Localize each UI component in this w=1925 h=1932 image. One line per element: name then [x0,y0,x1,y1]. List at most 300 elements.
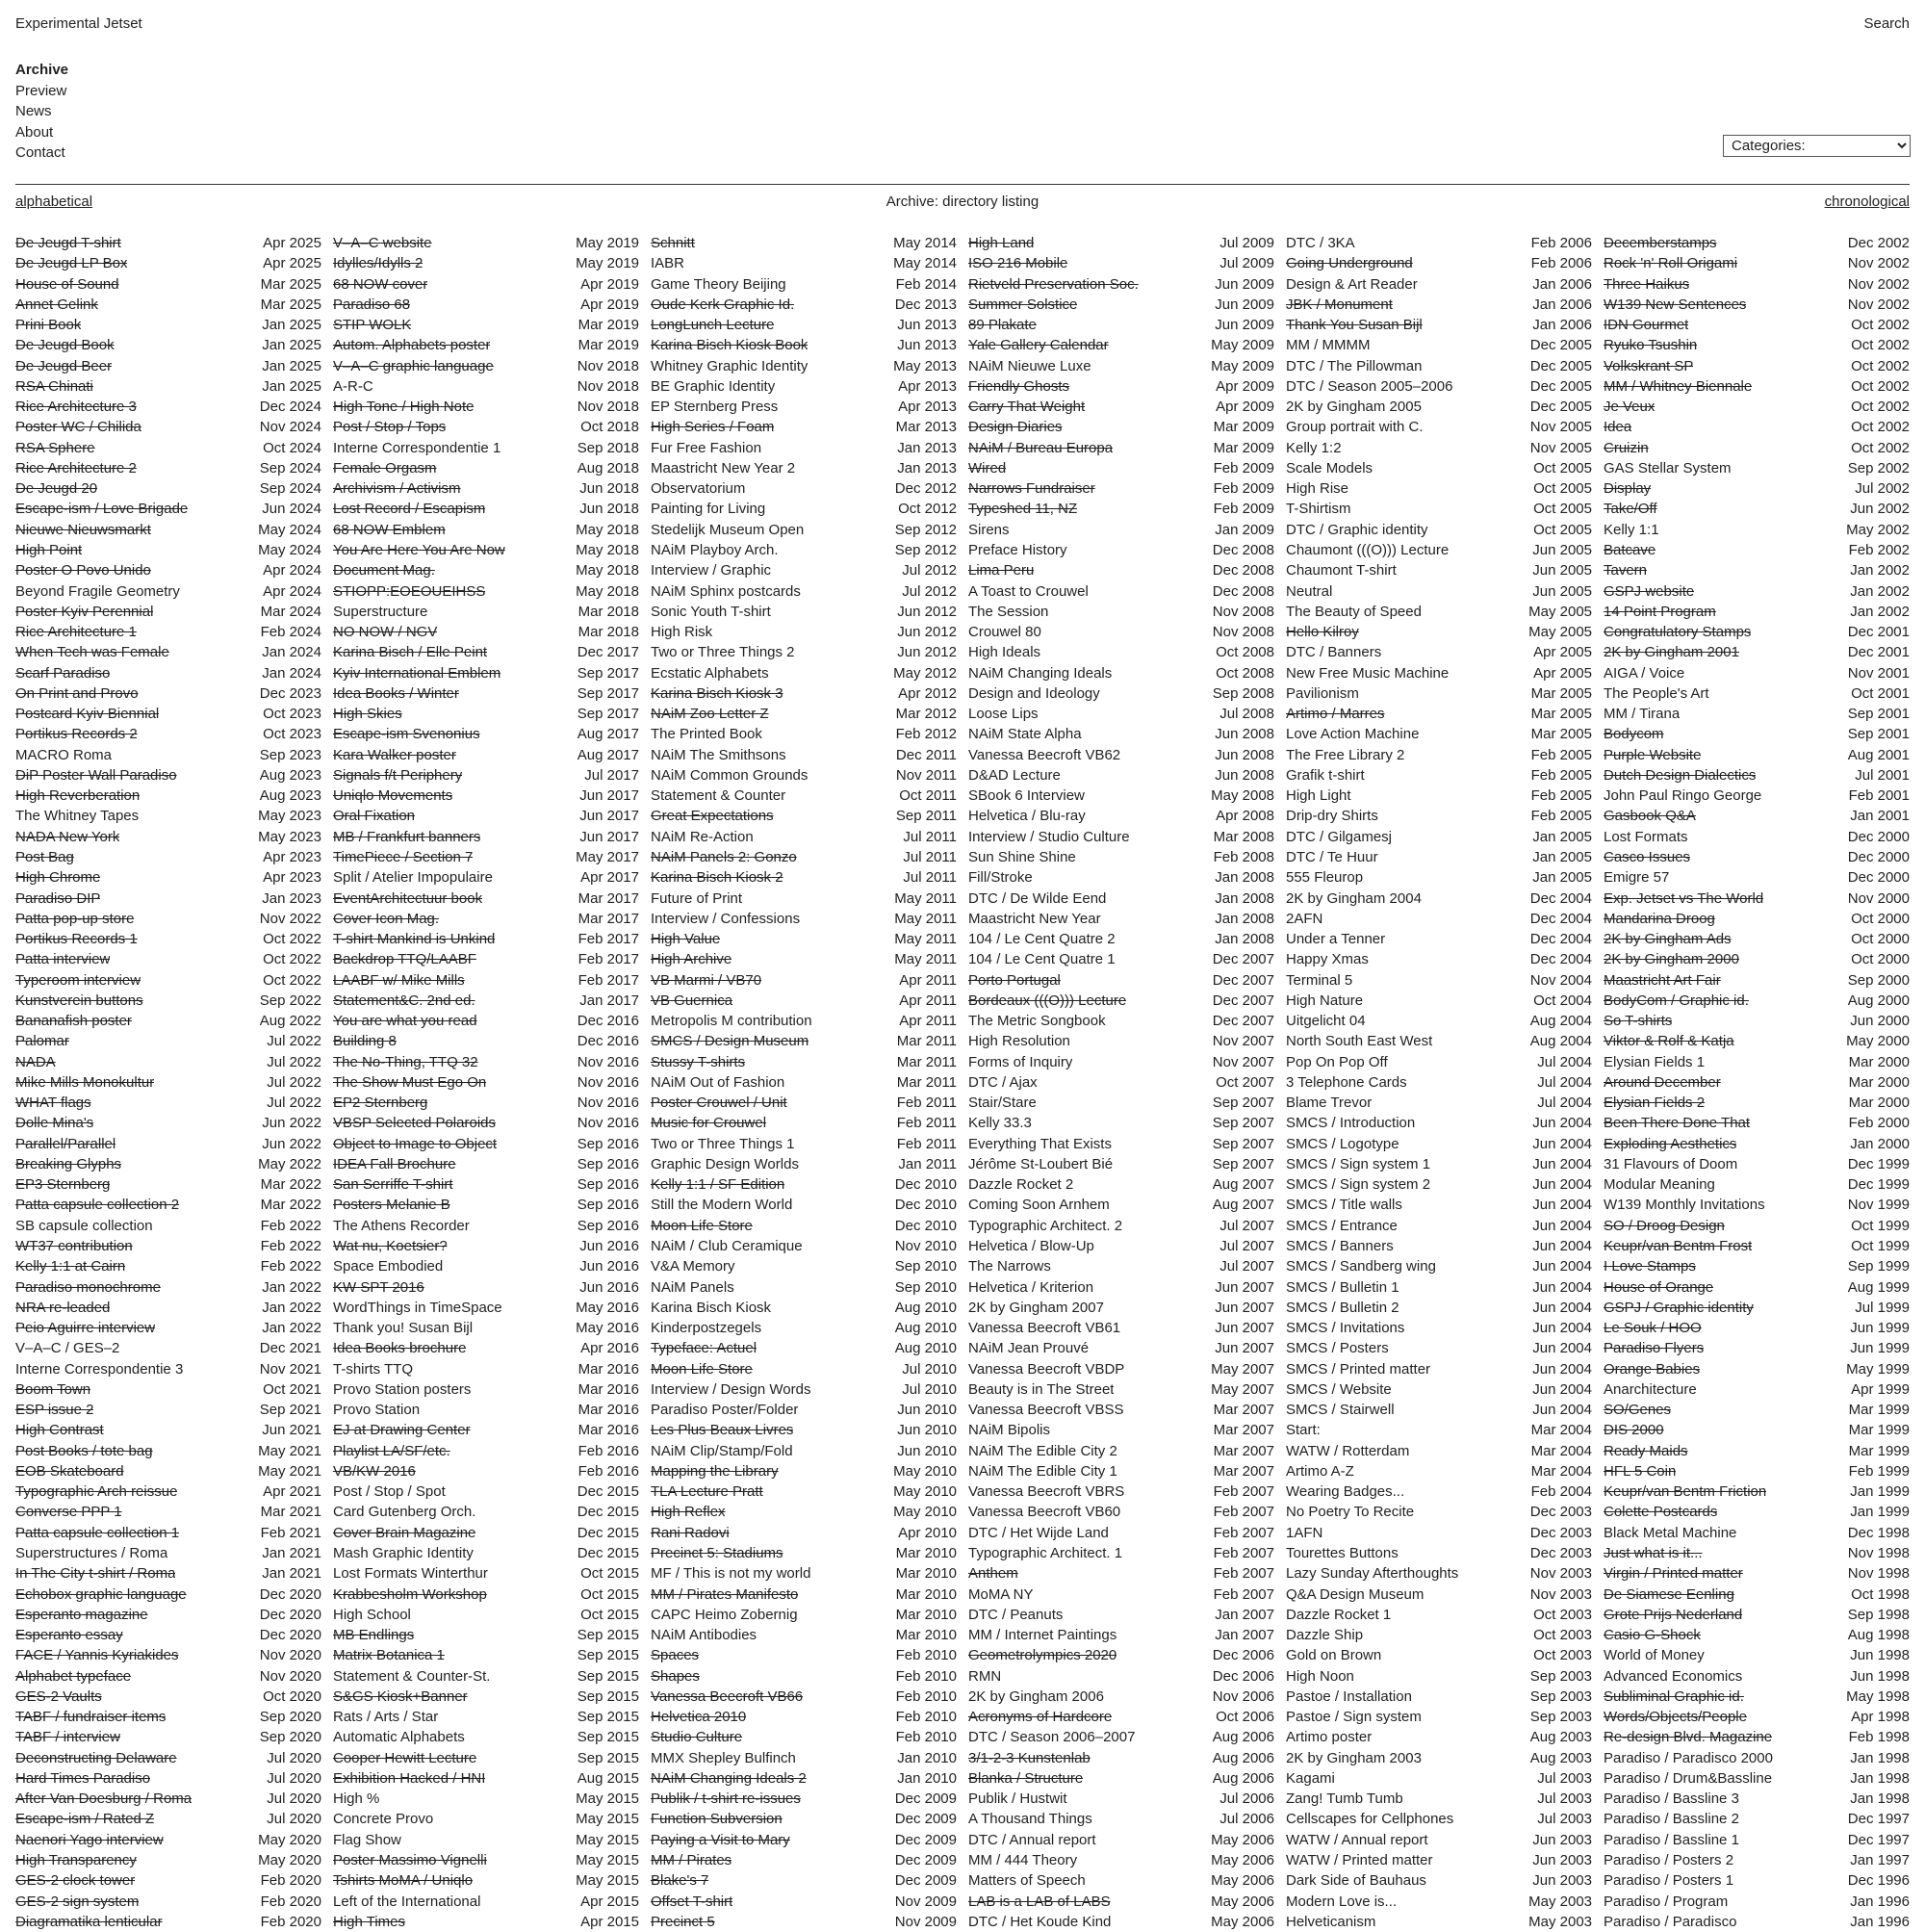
archive-entry-title[interactable]: GES-2 Vaults [15,1687,102,1705]
archive-entry[interactable] [333,867,639,888]
archive-entry-title[interactable]: Sirens [968,521,1010,538]
archive-entry-title[interactable]: DIS 2000 [1604,1422,1664,1439]
archive-entry-title[interactable]: Provo Station posters [333,1380,472,1398]
archive-entry-title[interactable]: Statement & Counter [651,787,786,805]
archive-entry[interactable] [15,1298,321,1318]
archive-entry-title[interactable]: Oude Kerk Graphic Id. [651,296,795,313]
archive-entry-title[interactable]: Music for Crouwel [651,1115,767,1132]
archive-entry[interactable] [651,1870,957,1891]
archive-entry[interactable] [333,315,639,335]
archive-entry-title[interactable]: Lima Peru [968,562,1035,580]
archive-entry-title[interactable]: SB capsule collection [15,1217,153,1234]
archive-entry[interactable] [15,1645,321,1665]
archive-entry[interactable] [333,786,639,806]
archive-entry-title[interactable]: Artimo poster [1286,1729,1373,1746]
archive-entry[interactable] [333,1481,639,1502]
archive-entry[interactable] [968,1113,1274,1133]
nav-item-archive[interactable]: Archive [15,62,69,78]
archive-entry[interactable] [333,1625,639,1645]
archive-entry-title[interactable]: Interne Correspondentie 3 [15,1360,184,1378]
archive-entry-title[interactable]: GES-2 clock tower [15,1872,136,1890]
archive-entry[interactable] [968,1174,1274,1195]
archive-entry[interactable] [333,806,639,826]
archive-entry[interactable] [15,376,321,397]
archive-entry-title[interactable]: Oral Fixation [333,808,416,825]
archive-entry-title[interactable]: NAiM Panels 2: Gonzo [651,848,797,865]
archive-entry-title[interactable]: Carry That Weight [968,399,1086,416]
archive-entry-title[interactable]: Casio G-Shock [1604,1627,1701,1644]
archive-entry[interactable] [651,1011,957,1031]
archive-entry[interactable] [968,1379,1274,1400]
archive-entry[interactable] [1286,1707,1592,1727]
archive-entry[interactable] [15,806,321,826]
archive-entry[interactable] [1286,1093,1592,1113]
archive-entry[interactable] [15,1912,321,1932]
archive-entry-title[interactable]: Group portrait with C. [1286,419,1424,436]
archive-entry[interactable] [1604,1154,1910,1174]
archive-entry[interactable] [968,1502,1274,1522]
archive-entry-title[interactable]: Patta pop-up store [15,910,135,927]
archive-entry[interactable] [1286,315,1592,335]
archive-entry-title[interactable]: Mapping the Library [651,1462,779,1480]
archive-entry-title[interactable]: 2K by Gingham 2005 [1286,399,1422,416]
archive-entry[interactable] [1286,909,1592,929]
archive-entry-title[interactable]: Paradiso / Bassline 2 [1604,1811,1739,1828]
archive-entry[interactable] [968,602,1274,622]
archive-entry-title[interactable]: Karina Bisch Kiosk 3 [651,684,783,702]
archive-entry-title[interactable]: Karina Bisch Kiosk Book [651,337,808,354]
archive-entry[interactable] [1604,786,1910,806]
archive-entry-title[interactable]: Thank you! Susan Bijl [333,1320,474,1337]
archive-entry-title[interactable]: Typographic Arch reissue [15,1483,178,1501]
archive-entry-title[interactable]: Terminal 5 [1286,971,1353,989]
archive-entry[interactable] [651,478,957,499]
archive-entry-title[interactable]: Peio Aguirre interview [15,1320,156,1337]
archive-entry[interactable] [333,560,639,580]
archive-entry[interactable] [651,765,957,786]
archive-entry-title[interactable]: Portikus Records 1 [15,931,138,948]
archive-entry[interactable] [1604,335,1910,355]
archive-entry[interactable] [651,560,957,580]
archive-entry[interactable] [333,765,639,786]
archive-entry-title[interactable]: Happy Xmas [1286,951,1369,968]
archive-entry-title[interactable]: Dazzle Rocket 2 [968,1176,1074,1194]
archive-entry-title[interactable]: HFL 5 Coin [1604,1462,1677,1480]
archive-entry[interactable] [1604,1666,1910,1687]
archive-entry[interactable] [651,949,957,969]
archive-entry[interactable] [15,458,321,478]
archive-entry-title[interactable]: Re-design Blvd. Magazine [1604,1729,1773,1746]
archive-entry[interactable] [1604,1830,1910,1850]
archive-entry[interactable] [15,1338,321,1358]
archive-entry-title[interactable]: Function Subversion [651,1811,783,1828]
archive-entry[interactable] [333,335,639,355]
archive-entry-title[interactable]: Exhibition Hacked / HNI [333,1769,486,1787]
sort-alphabetical-link[interactable]: alphabetical [15,193,93,210]
archive-entry-title[interactable]: DTC / Season 2006–2007 [968,1729,1136,1746]
archive-entry[interactable] [15,1850,321,1870]
archive-entry[interactable] [968,929,1274,949]
archive-entry[interactable] [1604,1216,1910,1236]
archive-entry[interactable] [333,1236,639,1256]
archive-entry[interactable] [1604,827,1910,847]
archive-entry[interactable] [333,1441,639,1461]
archive-entry-title[interactable]: SMCS / Sandberg wing [1286,1258,1436,1275]
archive-entry-title[interactable]: BE Graphic Identity [651,377,776,395]
archive-entry[interactable] [1286,560,1592,580]
archive-entry[interactable] [968,827,1274,847]
archive-entry-title[interactable]: De Jeugd 20 [15,480,98,498]
archive-entry-title[interactable]: Maastricht New Year [968,910,1101,927]
archive-entry[interactable] [15,827,321,847]
archive-entry-title[interactable]: 555 Fleurop [1286,869,1364,887]
archive-entry-title[interactable]: Esperanto essay [15,1627,123,1644]
archive-entry[interactable] [651,1523,957,1543]
archive-entry[interactable] [1604,1563,1910,1584]
archive-entry-title[interactable]: SBook 6 Interview [968,787,1085,805]
archive-entry[interactable] [333,642,639,662]
archive-entry[interactable] [1286,417,1592,437]
archive-entry[interactable] [1604,1359,1910,1379]
archive-entry[interactable] [968,520,1274,540]
archive-entry-title[interactable]: Blanka / Structure [968,1769,1084,1787]
archive-entry[interactable] [1604,540,1910,560]
archive-entry-title[interactable]: NAiM Changing Ideals [968,664,1113,682]
archive-entry-title[interactable]: DTC / Ajax [968,1073,1038,1091]
archive-entry-title[interactable]: Sonic Youth T-shirt [651,603,771,620]
archive-entry-title[interactable]: Helvetica 2010 [651,1709,747,1726]
archive-entry[interactable] [333,1584,639,1605]
archive-entry-title[interactable]: Dutch Design Dialectics [1604,766,1757,784]
archive-entry-title[interactable]: STIOPP:EOEOUEIHSS [333,582,486,600]
archive-entry[interactable] [15,1093,321,1113]
archive-entry[interactable] [1604,295,1910,315]
archive-entry[interactable] [15,1707,321,1727]
archive-entry-title[interactable]: Matters of Speech [968,1872,1086,1890]
archive-entry[interactable] [1286,1174,1592,1195]
archive-entry[interactable] [1604,1748,1910,1768]
archive-entry[interactable] [333,1645,639,1665]
archive-entry[interactable] [15,295,321,315]
archive-entry-title[interactable]: Helvetica / Kriterion [968,1278,1094,1296]
archive-entry-title[interactable]: High School [333,1606,411,1623]
archive-entry[interactable] [15,704,321,724]
archive-entry[interactable] [333,1870,639,1891]
archive-entry[interactable] [1604,1420,1910,1440]
archive-entry-title[interactable]: Poster Kyiv Perennial [15,603,154,620]
archive-entry[interactable] [333,581,639,602]
archive-entry[interactable] [968,1277,1274,1298]
archive-entry-title[interactable]: Still the Modern World [651,1197,793,1214]
archive-entry-title[interactable]: The Narrows [968,1258,1051,1275]
archive-entry[interactable] [1604,991,1910,1011]
archive-entry-title[interactable]: Typeroom interview [15,971,141,989]
archive-entry[interactable] [1604,1892,1910,1912]
archive-entry[interactable] [651,622,957,642]
archive-entry-title[interactable]: NADA New York [15,828,120,845]
archive-entry[interactable] [15,417,321,437]
archive-entry-title[interactable]: 2K by Gingham 2004 [1286,889,1422,907]
archive-entry-title[interactable]: In The City t-shirt / Roma [15,1565,176,1583]
archive-entry-title[interactable]: A Toast to Crouwel [968,582,1089,600]
archive-entry-title[interactable]: Backdrop TTQ/LAABF [333,951,476,968]
archive-entry-title[interactable]: High Transparency [15,1851,137,1868]
archive-entry-title[interactable]: NAiM Clip/Stamp/Fold [651,1442,793,1459]
archive-entry[interactable] [1286,1892,1592,1912]
archive-entry-title[interactable]: Poster Crouwel / Unit [651,1095,787,1112]
archive-entry-title[interactable]: Casco Issues [1604,848,1691,865]
archive-entry[interactable] [15,642,321,662]
archive-entry-title[interactable]: Rice Architecture 2 [15,459,137,477]
archive-entry[interactable] [1286,1687,1592,1707]
archive-entry[interactable] [1286,1789,1592,1809]
archive-entry[interactable] [1604,397,1910,417]
archive-entry-title[interactable]: High Point [15,541,83,558]
archive-entry-title[interactable]: Colette Postcards [1604,1504,1718,1521]
archive-entry[interactable] [1604,663,1910,683]
archive-entry[interactable] [651,929,957,949]
archive-entry[interactable] [968,1481,1274,1502]
archive-entry-title[interactable]: NAiM Playboy Arch. [651,541,779,558]
archive-entry-title[interactable]: Beauty is in The Street [968,1380,1115,1398]
archive-entry-title[interactable]: Bordeaux (((O))) Lecture [968,992,1127,1009]
archive-entry-title[interactable]: NAiM Changing Ideals 2 [651,1769,807,1787]
archive-entry[interactable] [651,417,957,437]
archive-entry-title[interactable]: North South East West [1286,1033,1433,1050]
archive-entry-title[interactable]: Publik / t-shirt re-issues [651,1790,801,1808]
archive-entry[interactable] [333,1318,639,1338]
archive-entry[interactable] [15,560,321,580]
archive-entry[interactable] [15,253,321,273]
archive-entry-title[interactable]: SO/Genes [1604,1402,1672,1419]
archive-entry[interactable] [15,1236,321,1256]
archive-entry-title[interactable]: MMX Shepley Bulfinch [651,1749,796,1766]
archive-entry[interactable] [1286,683,1592,704]
archive-entry-title[interactable]: Interview / Confessions [651,910,801,927]
archive-entry-title[interactable]: Statement & Counter-St. [333,1667,491,1685]
archive-entry[interactable] [1286,765,1592,786]
archive-entry[interactable] [15,622,321,642]
archive-entry[interactable] [333,1400,639,1420]
archive-entry-title[interactable]: TimePiece / Section 7 [333,848,474,865]
archive-entry-title[interactable]: The Printed Book [651,726,762,743]
archive-entry[interactable] [651,253,957,273]
archive-entry-title[interactable]: Split / Atelier Impopulaire [333,869,493,887]
archive-entry[interactable] [651,1748,957,1768]
archive-entry[interactable] [1604,356,1910,376]
archive-entry[interactable] [1604,1338,1910,1358]
archive-entry-title[interactable]: SMCS / Website [1286,1380,1392,1398]
archive-entry-title[interactable]: Kagami [1286,1769,1335,1787]
archive-entry[interactable] [651,1584,957,1605]
archive-entry[interactable] [15,438,321,458]
archive-entry[interactable] [15,1523,321,1543]
archive-entry[interactable] [968,295,1274,315]
archive-entry-title[interactable]: The No-Thing, TTQ 32 [333,1053,478,1070]
archive-entry[interactable] [1286,1195,1592,1215]
archive-entry[interactable] [651,909,957,929]
archive-entry[interactable] [968,438,1274,458]
archive-entry-title[interactable]: Kunstverein buttons [15,992,143,1009]
archive-entry-title[interactable]: VB/KW 2016 [333,1462,416,1480]
archive-entry[interactable] [1604,520,1910,540]
archive-entry-title[interactable]: Game Theory Beijing [651,275,786,293]
archive-entry-title[interactable]: House of Sound [15,275,119,293]
archive-entry-title[interactable]: Precinct 5 [651,1913,715,1930]
archive-entry[interactable] [15,1134,321,1154]
archive-entry-title[interactable]: Fill/Stroke [968,869,1033,887]
archive-entry[interactable] [15,1441,321,1461]
archive-entry[interactable] [1604,438,1910,458]
archive-entry[interactable] [968,847,1274,867]
archive-entry[interactable] [651,438,957,458]
archive-entry[interactable] [968,806,1274,826]
archive-entry[interactable] [651,1543,957,1563]
archive-entry[interactable] [1286,847,1592,867]
archive-entry[interactable] [15,867,321,888]
archive-entry-title[interactable]: Interview / Design Words [651,1380,811,1398]
archive-entry-title[interactable]: Metropolis M contribution [651,1013,812,1030]
archive-entry[interactable] [968,909,1274,929]
archive-entry-title[interactable]: NAiM The Edible City 2 [968,1442,1117,1459]
archive-entry-title[interactable]: GSPJ / Graphic identity [1604,1299,1754,1316]
archive-entry-title[interactable]: Vanessa Beecroft VB62 [968,746,1121,763]
archive-entry-title[interactable]: Virgin / Printed matter [1604,1565,1743,1583]
archive-entry[interactable] [15,1727,321,1747]
archive-entry[interactable] [1604,1134,1910,1154]
archive-entry-title[interactable]: MM / 444 Theory [968,1851,1078,1868]
archive-entry-title[interactable]: Pastoe / Sign system [1286,1709,1422,1726]
archive-entry-title[interactable]: MoMA NY [968,1585,1034,1603]
archive-entry[interactable] [15,1789,321,1809]
archive-entry[interactable] [651,1072,957,1093]
archive-entry[interactable] [1286,540,1592,560]
archive-entry[interactable] [968,253,1274,273]
archive-entry[interactable] [15,1216,321,1236]
archive-entry[interactable] [651,581,957,602]
archive-entry-title[interactable]: SO / Droog Design [1604,1217,1725,1234]
archive-entry[interactable] [1286,274,1592,295]
archive-entry-title[interactable]: JBK / Monument [1286,296,1393,313]
archive-entry[interactable] [333,438,639,458]
archive-entry-title[interactable]: SMCS / Invitations [1286,1320,1405,1337]
archive-entry[interactable] [968,1809,1274,1829]
archive-entry[interactable] [968,867,1274,888]
archive-entry-title[interactable]: Vanessa Beecroft VBRS [968,1483,1125,1501]
archive-entry-title[interactable]: GAS Stellar System [1604,459,1732,477]
archive-entry-title[interactable]: Helvetica / Blow-Up [968,1238,1094,1255]
archive-entry-title[interactable]: LAB is a LAB of LABS [968,1893,1111,1910]
archive-entry-title[interactable]: Neutral [1286,582,1333,600]
archive-entry-title[interactable]: NAiM Antibodies [651,1627,757,1644]
archive-entry[interactable] [1286,356,1592,376]
archive-entry-title[interactable]: Q&A Design Museum [1286,1585,1424,1603]
archive-entry-title[interactable]: Karina Bisch Kiosk 2 [651,869,783,887]
archive-entry[interactable] [1604,1298,1910,1318]
archive-entry-title[interactable]: 68 NOW Emblem [333,521,446,538]
archive-entry-title[interactable]: Paradiso / Drum&Bassline [1604,1769,1773,1787]
archive-entry-title[interactable]: Paradiso Poster/Folder [651,1402,799,1419]
archive-entry[interactable] [333,1892,639,1912]
archive-entry[interactable] [15,520,321,540]
archive-entry-title[interactable]: 2K by Gingham 2003 [1286,1749,1422,1766]
archive-entry[interactable] [333,520,639,540]
archive-entry-title[interactable]: Helvetica / Blu-ray [968,808,1086,825]
archive-entry[interactable] [1286,1870,1592,1891]
archive-entry[interactable] [15,1277,321,1298]
archive-entry[interactable] [333,683,639,704]
archive-entry[interactable] [968,499,1274,519]
archive-entry[interactable] [333,1338,639,1358]
archive-entry-title[interactable]: High Ideals [968,644,1041,661]
archive-entry-title[interactable]: MB Endlings [333,1627,415,1644]
archive-entry[interactable] [15,1563,321,1584]
archive-entry[interactable] [651,1892,957,1912]
archive-entry-title[interactable]: DTC / Annual report [968,1831,1096,1848]
archive-entry-title[interactable]: Post Books / tote bag [15,1442,153,1459]
archive-entry-title[interactable]: John Paul Ringo George [1604,787,1762,805]
archive-entry[interactable] [1286,745,1592,765]
archive-entry[interactable] [651,499,957,519]
archive-entry[interactable] [651,1625,957,1645]
archive-entry[interactable] [333,1216,639,1236]
archive-entry-title[interactable]: Rock 'n' Roll Origami [1604,255,1738,272]
archive-entry-title[interactable]: Mandarina Droog [1604,910,1715,927]
archive-entry[interactable] [15,1768,321,1789]
archive-entry-title[interactable]: Post / Stop / Spot [333,1483,446,1501]
archive-entry[interactable] [968,1359,1274,1379]
archive-entry-title[interactable]: NAiM Common Grounds [651,766,808,784]
archive-entry[interactable] [1604,458,1910,478]
archive-entry-title[interactable]: Kara Walker poster [333,746,456,763]
archive-entry[interactable] [1604,1768,1910,1789]
archive-entry[interactable] [651,1318,957,1338]
archive-entry-title[interactable]: 68 NOW cover [333,275,428,293]
archive-entry[interactable] [1286,1011,1592,1031]
archive-entry-title[interactable]: NAiM Zoo Letter Z [651,706,769,723]
archive-entry[interactable] [1286,929,1592,949]
archive-entry-title[interactable]: High Nature [1286,992,1364,1009]
archive-entry-title[interactable]: VB Guernica [651,992,733,1009]
archive-entry-title[interactable]: Schnitt [651,235,695,251]
archive-entry-title[interactable]: Coming Soon Arnhem [968,1197,1110,1214]
archive-entry[interactable] [1604,560,1910,580]
archive-entry[interactable] [968,1625,1274,1645]
archive-entry[interactable] [1286,1830,1592,1850]
archive-entry-title[interactable]: Cover Icon Mag. [333,910,440,927]
archive-entry-title[interactable]: 2AFN [1286,910,1323,927]
archive-entry-title[interactable]: Rietveld Preservation Soc. [968,275,1139,293]
archive-entry-title[interactable]: Alphabet typeface [15,1667,132,1685]
archive-entry[interactable] [651,1338,957,1358]
archive-entry-title[interactable]: STIP WOLK [333,317,412,334]
archive-entry[interactable] [651,1850,957,1870]
archive-entry-title[interactable]: Offset T-shirt [651,1893,733,1910]
archive-entry[interactable] [333,602,639,622]
archive-entry-title[interactable]: 2K by Gingham 2000 [1604,951,1739,968]
archive-entry[interactable] [968,889,1274,909]
archive-entry-title[interactable]: Karina Bisch / Elle Peint [333,644,488,661]
archive-entry-title[interactable]: T-Shirtism [1286,501,1351,518]
archive-entry[interactable] [15,1748,321,1768]
archive-entry-title[interactable]: DTC / Het Wijde Land [968,1524,1109,1541]
archive-entry-title[interactable]: Concrete Provo [333,1811,434,1828]
archive-entry[interactable] [15,745,321,765]
archive-entry[interactable] [968,397,1274,417]
archive-entry-title[interactable]: SMCS / Entrance [1286,1217,1398,1234]
archive-entry-title[interactable]: Building 8 [333,1033,397,1050]
archive-entry[interactable] [968,1031,1274,1051]
